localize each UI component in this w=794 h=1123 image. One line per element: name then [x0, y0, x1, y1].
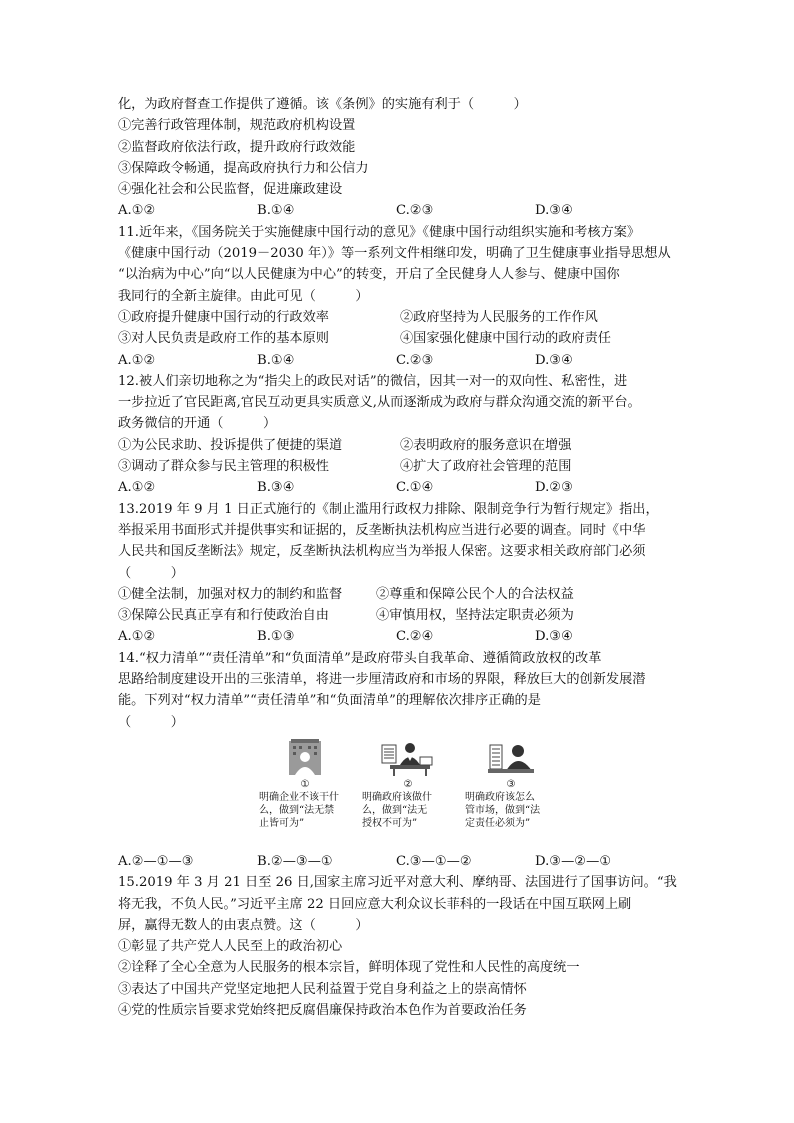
question-13	[118, 499, 696, 648]
official-desk-icon	[380, 739, 436, 777]
illustration-3	[461, 739, 561, 847]
answer-options	[118, 350, 696, 371]
illustration-caption: 明确企业不该干什 么，做到“法无禁 止皆可为”	[259, 791, 339, 829]
question-stem: 举报采用书面形式并提供事实和证据的，反垄断执法机构应当进行必要的调查。同时《中华	[118, 522, 646, 538]
statement: ③保障政令畅通，提高政府执行力和公信力	[118, 160, 369, 176]
question-stem: 13.2019 年 9 月 1 日正式施行的《制止滥用行政权力排除、限制竞争行为暂行规定》指出，	[118, 501, 659, 517]
answer-options	[118, 477, 696, 498]
option-d: D.③④	[535, 629, 573, 645]
option-a: A.①②	[118, 352, 156, 368]
illustration-1	[255, 739, 355, 847]
statement: ②监督政府依法行政，提升政府行政效能	[118, 139, 356, 155]
question-10	[118, 94, 696, 222]
statement-row	[118, 307, 696, 328]
illustration-number: ③	[506, 778, 516, 790]
statement: ③保障公民真正享有和行使政治自由	[118, 608, 329, 624]
option-d: D.③④	[535, 203, 573, 219]
illustration-caption: 明确政府该怎么 管市场，做到“法 定责任必须为”	[465, 791, 541, 829]
illustration-number: ②	[403, 778, 413, 790]
statement: ③调动了群众参与民主管理的积极性	[118, 459, 329, 475]
question-stem: 14.“权力清单”“责任清单”和“负面清单”是政府带头自我革命、遵循简政放权的改革	[118, 650, 602, 666]
question-11	[118, 222, 696, 371]
statement: ②表明政府的服务意识在增强	[400, 437, 572, 453]
option-b: B.①④	[257, 352, 295, 368]
option-c: C.③—①—②	[396, 853, 472, 869]
option-b: B.②—③—①	[257, 853, 333, 869]
option-b: B.①③	[257, 629, 295, 645]
statement: ①健全法制，加强对权力的制约和监督	[118, 586, 343, 602]
option-a: A.①②	[118, 203, 156, 219]
statement: ①彰显了共产党人人民至上的政治初心	[118, 939, 343, 955]
question-stem: 15.2019 年 3 月 21 日至 26 日,国家主席习近平对意大利、摩纳哥、法国进行了国事访问。“我	[118, 875, 677, 891]
option-c: C.①④	[396, 480, 434, 496]
option-b: B.①④	[257, 203, 295, 219]
question-stem: 思路给制度建设开出的三张清单，将进一步厘清政府和市场的界限，释放巨大的创新发展潜	[118, 672, 646, 688]
question-12	[118, 371, 696, 499]
statement: ②政府坚持为人民服务的工作作风	[400, 309, 598, 325]
statement: ④党的性质宗旨要求党始终把反腐倡廉保持政治本色作为首要政治任务	[118, 1002, 527, 1018]
illustration-caption: 明确政府该做什 么，做到“法无 授权不可为”	[362, 791, 432, 829]
option-a: A.①②	[118, 629, 156, 645]
question-stem: （ ）	[118, 565, 184, 581]
option-d: D.③④	[535, 352, 573, 368]
statement: ④强化社会和公民监督，促进廉政建设	[118, 182, 343, 198]
building-person-icon	[285, 739, 325, 777]
statement-row	[118, 605, 696, 626]
option-d: D.③—②—①	[535, 853, 612, 869]
option-a: A.②—①—③	[118, 853, 194, 869]
option-d: D.②③	[535, 480, 573, 496]
option-c: C.②③	[396, 352, 434, 368]
question-stem: 11.近年来，《国务院关于实施健康中国行动的意见》《健康中国行动组织实施和考核方案》	[118, 224, 641, 240]
statement: ①完善行政管理体制，规范政府机构设置	[118, 118, 356, 134]
option-a: A.①②	[118, 480, 156, 496]
question-stem: 化，为政府督查工作提供了遵循。该《条例》的实施有利于（ ）	[118, 97, 527, 112]
statement-row	[118, 328, 696, 349]
illustration-row	[255, 739, 696, 847]
option-c: C.②③	[396, 203, 434, 219]
statement: ①政府提升健康中国行动的行政效率	[118, 309, 329, 325]
illustration-number: ①	[300, 778, 310, 790]
question-stem: 将无我，不负人民。”习近平主席 22 日回应意大利众议长菲科的一段话在中国互联网上刷	[118, 896, 632, 912]
statement-row	[118, 456, 696, 477]
question-stem: “以治病为中心”向“以人民健康为中心”的转变，开启了全民健身人人参与、健康中国你	[118, 267, 620, 283]
statement: ②诠释了全心全意为人民服务的根本宗旨，鲜明体现了党性和人民性的高度统一	[118, 960, 580, 976]
question-stem: 我同行的全新主旋律。由此可见（ ）	[118, 288, 369, 304]
option-b: B.③④	[257, 480, 295, 496]
statement-row	[118, 584, 696, 605]
statement: ④扩大了政府社会管理的范围	[400, 459, 572, 475]
question-stem: 政务微信的开通（ ）	[118, 416, 277, 432]
question-stem: （ ）	[118, 714, 184, 730]
statement: ③表达了中国共产党坚定地把人民利益置于党自身利益之上的崇高情怀	[118, 981, 527, 997]
exam-page	[118, 94, 696, 1021]
question-stem: 12.被人们亲切地称之为“指尖上的政民对话”的微信，因其一对一的双向性、私密性，进	[118, 373, 628, 389]
illustration-2	[358, 739, 458, 847]
statement: ②尊重和保障公民个人的合法权益	[376, 586, 574, 602]
question-stem: 人民共和国反垄断法》规定，反垄断执法机构应当为举报人保密。这要求相关政府部门必须	[118, 544, 646, 560]
statement: ①为公民求助、投诉提供了便捷的渠道	[118, 437, 343, 453]
option-c: C.②④	[396, 629, 434, 645]
statement-row	[118, 435, 696, 456]
question-stem: 一步拉近了官民距离,官民互动更具实质意义,从而逐渐成为政府与群众沟通交流的新平台。	[118, 395, 641, 411]
statement: ④审慎用权，坚持法定职责必须为	[376, 608, 574, 624]
question-15	[118, 872, 696, 1021]
answer-options	[118, 200, 696, 221]
answer-options	[118, 626, 696, 647]
question-stem: 屏，赢得无数人的由衷点赞。这（ ）	[118, 917, 369, 933]
statement: ④国家强化健康中国行动的政府责任	[400, 331, 611, 347]
documents-person-icon	[486, 739, 536, 777]
statement: ③对人民负责是政府工作的基本原则	[118, 331, 329, 347]
question-14	[118, 648, 696, 872]
question-stem: 能。下列对“权力清单”“责任清单”和“负面清单”的理解依次排序正确的是	[118, 693, 541, 709]
question-stem: 《健康中国行动（2019－2030 年）》等一系列文件相继印发，明确了卫生健康事业指导思想从	[118, 246, 671, 262]
answer-options	[118, 851, 696, 872]
